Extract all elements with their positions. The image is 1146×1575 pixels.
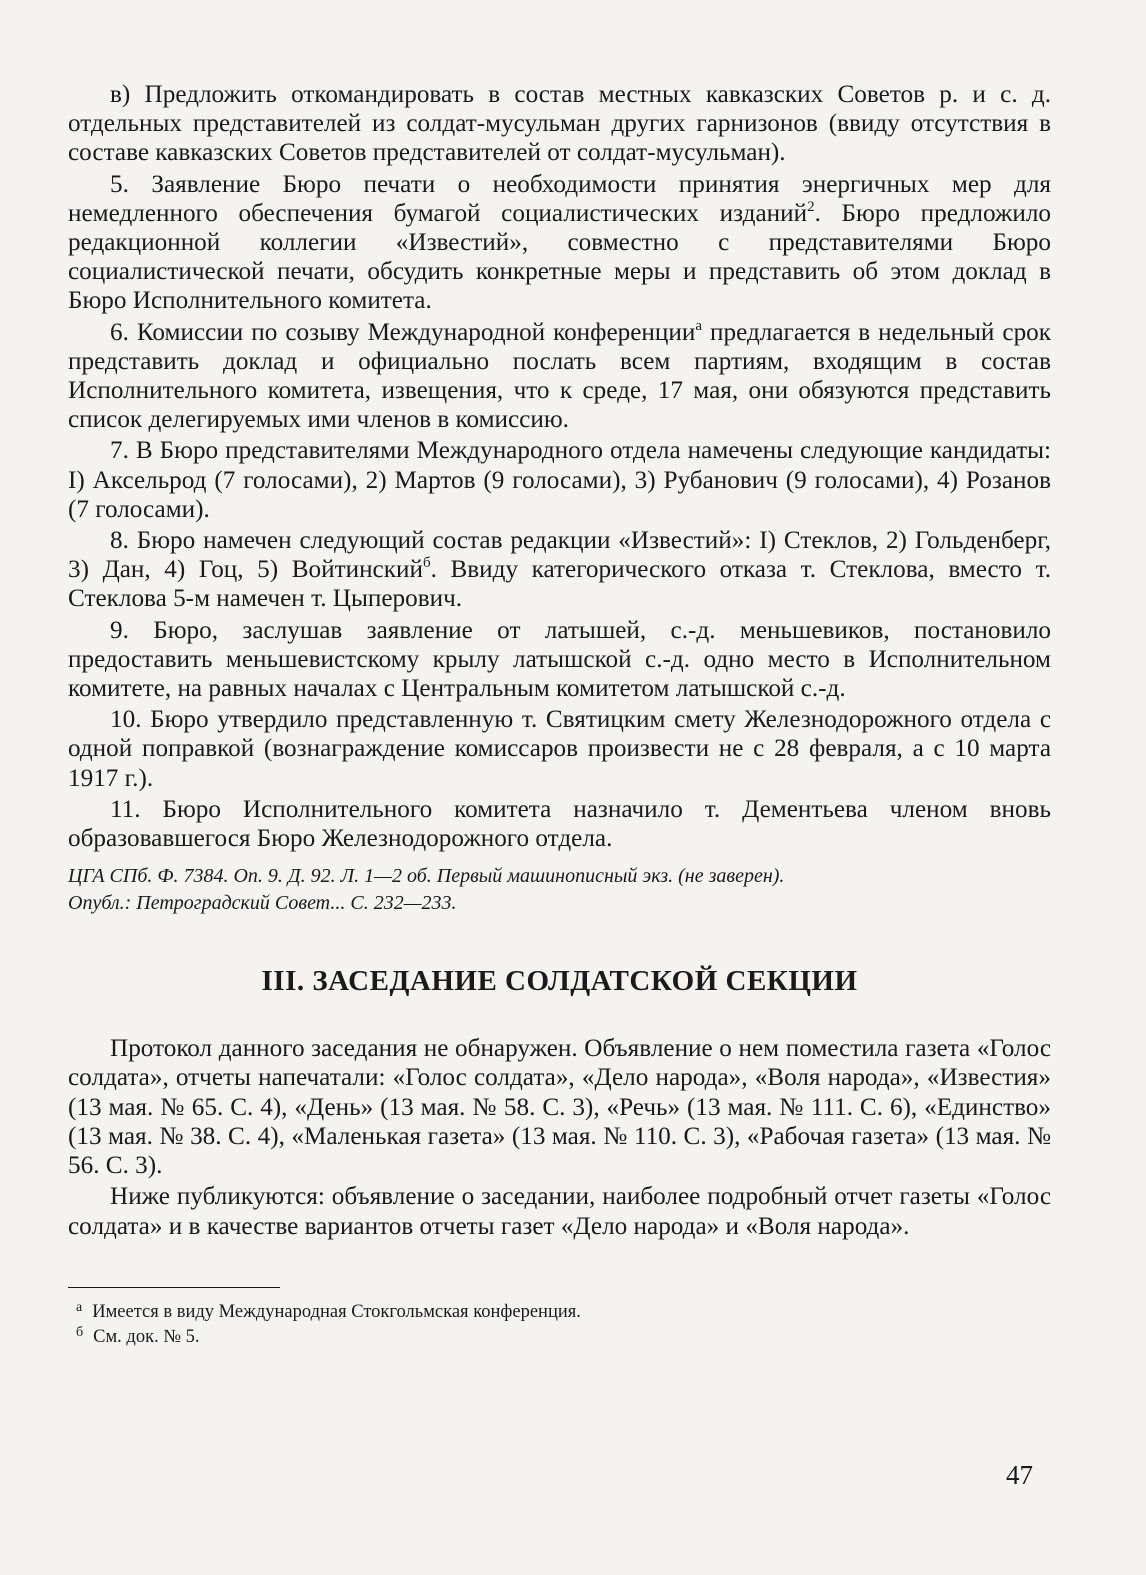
footnote-text: См. док. № 5. xyxy=(93,1326,200,1347)
source-line: ЦГА СПб. Ф. 7384. Оп. 9. Д. 92. Л. 1—2 об. Первый машинописный экз. (не заверен). xyxy=(68,865,785,888)
footnote-ref: б xyxy=(422,555,431,572)
paragraph-text: . Бюро предложило редакционной коллегии «Известий», совместно с представителями Бюро социалистической печати, обсудить конкретные меры и представить об этом доклад в Бюро Исполнительного комитета. xyxy=(68,199,1051,315)
footnote-item xyxy=(68,1300,1051,1325)
paragraph-text: предлагается в недельный срок представить доклад и официально послать всем партиям, входящим в состав Исполнительного комитета, извещения, что к среде, 17 мая, они обязуются представить список делегируемых ими членов в комиссию. xyxy=(68,318,1052,434)
paragraph-item-10 xyxy=(68,705,1051,793)
paragraph-item-8 xyxy=(68,526,1051,614)
footnote-item xyxy=(68,1325,1051,1350)
footnote-mark: а xyxy=(76,1299,83,1315)
protocol-body xyxy=(68,80,1051,853)
publication-line: Опубл.: Петроградский Совет... С. 232—233. xyxy=(68,892,457,915)
footnote-divider xyxy=(68,1287,280,1288)
paragraph-item-11 xyxy=(68,795,1051,853)
footnote-ref: а xyxy=(695,317,703,334)
paragraph-text: 7. В Бюро представителями Международного отдела намечены следующие кандидаты: I) Аксельрод (7 голосами), 2) Мартов (9 голосами), 3) Рубанович (9 голосами), 4) Розанов (7 голосами). xyxy=(68,437,1051,523)
footnotes xyxy=(68,1300,1051,1350)
paragraph-text: 11. Бюро Исполнительного комитета назначило т. Дементьева членом вновь образовавшегося Бюро Железнодорожного отдела. xyxy=(68,795,1051,853)
section-paragraph: Ниже публикуются: объявление о заседании, наиболее подробный отчет газеты «Голос солдата» и в качестве вариантов отчеты газет «Дело народа» и «Воля народа». xyxy=(68,1183,1051,1240)
paragraph-item-5 xyxy=(68,170,1051,316)
footnote-ref: 2 xyxy=(807,198,815,215)
paragraph-item-v xyxy=(68,80,1051,168)
section-title: III. ЗАСЕДАНИЕ СОЛДАТСКОЙ СЕКЦИИ xyxy=(261,965,858,998)
page-number: 47 xyxy=(1006,1460,1033,1490)
paragraph-text: 6. Комиссии по созыву Международной конференции xyxy=(110,318,696,346)
paragraph-text: 10. Бюро утвердило представленную т. Святицким смету Железнодорожного отдела с одной поправкой (вознаграждение комиссаров произвести не с 28 февраля, а с 10 марта 1917 г.). xyxy=(68,706,1051,792)
paragraph-item-6 xyxy=(68,318,1051,435)
archival-source-note xyxy=(68,863,1051,917)
footnote-mark: б xyxy=(76,1324,84,1340)
paragraph-text: 5. Заявление Бюро печати о необходимости принятия энергичных мер для немедленного обеспечения бумагой социалистических изданий xyxy=(68,170,1051,227)
paragraph-item-9 xyxy=(68,616,1051,704)
footnote-text: Имеется в виду Международная Стокгольмская конференция. xyxy=(92,1301,581,1322)
paragraph-text: 8. Бюро намечен следующий состав редакции «Известий»: I) Стеклов, 2) Гольденберг, 3) Дан, 4) Гоц, 5) Войтинский xyxy=(68,527,1051,584)
paragraph-item-7 xyxy=(68,436,1051,524)
paragraph-text: в) Предложить откомандировать в состав местных кавказских Советов р. и с. д. отдельных представителей из солдат-мусульман других гарнизонов (ввиду отсутствия в составе кавказских Советов представителей от солдат-мусульман). xyxy=(68,81,1051,167)
section-body xyxy=(68,1034,1051,1240)
paragraph-text: 9. Бюро, заслушав заявление от латышей, с.-д. меньшевиков, постановило предоставить меньшевистскому крылу латышской с.-д. одно место в Исполнительном комитете, на равных началах с Центральным комитетом латышской с.-д. xyxy=(68,616,1051,703)
paragraph-text: . Ввиду категорического отказа т. Стеклова, вместо т. Стеклова 5-м намечен т. Цыперович. xyxy=(68,556,1051,613)
section-paragraph: Протокол данного заседания не обнаружен. Объявление о нем поместила газета «Голос солдата», отчеты напечатали: «Голос солдата», «Дело народа», «Воля народа», «Известия» (13 мая. № 65. С. 4), «День» (13 мая. № 58. С. 3), «Речь» (13 мая. № 111. С. 6), «Единство» (13 мая. № 38. С. 4), «Маленькая газета» (13 мая. № 110. С. 3), «Рабочая газета» (13 мая. № 56. С. 3). xyxy=(68,1035,1051,1180)
